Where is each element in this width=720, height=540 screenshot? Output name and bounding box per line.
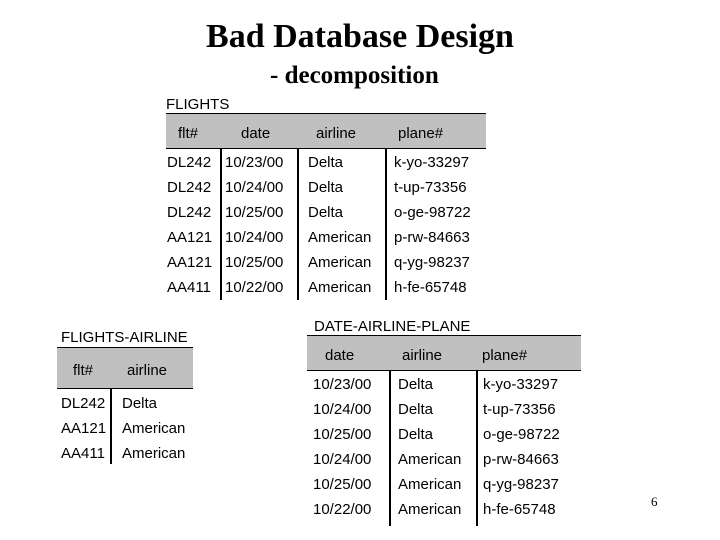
dap-row-cell: 10/25/00 <box>313 426 372 443</box>
dap-divider-1 <box>389 371 391 526</box>
flights-airline-row-cell: AA411 <box>61 445 105 462</box>
dap-row-cell: k-yo-33297 <box>483 376 559 393</box>
dap-row-cell: q-yg-98237 <box>483 476 559 493</box>
flights-airline-divider <box>110 389 112 464</box>
slide-title: Bad Database Design <box>206 18 514 55</box>
flights-row-cell: Delta <box>308 204 344 221</box>
dap-row-cell: 10/23/00 <box>313 376 372 393</box>
flights-airline-row-cell: DL242 <box>61 395 106 412</box>
flights-divider-1 <box>220 149 222 300</box>
dap-row-cell: American <box>398 476 462 493</box>
flights-airline-row-cell: American <box>122 420 186 437</box>
dap-header-date: date <box>325 347 355 364</box>
dap-row-cell: o-ge-98722 <box>483 426 560 443</box>
flights-row-cell: American <box>308 254 372 271</box>
flights-airline-header-bar <box>57 347 193 389</box>
flights-row-cell: 10/24/00 <box>225 229 284 246</box>
dap-row-cell: Delta <box>398 426 434 443</box>
flights-airline-row-cell: American <box>122 445 186 462</box>
dap-row-cell: p-rw-84663 <box>483 451 559 468</box>
dap-header-plane: plane# <box>482 347 528 364</box>
dap-row-cell: t-up-73356 <box>483 401 556 418</box>
flights-row-cell: 10/25/00 <box>225 254 284 271</box>
flights-row-cell: Delta <box>308 154 344 171</box>
flights-row-cell: k-yo-33297 <box>394 154 470 171</box>
flights-row-cell: DL242 <box>167 154 212 171</box>
dap-row-cell: 10/24/00 <box>313 451 372 468</box>
flights-header-airline: airline <box>316 125 357 142</box>
flights-divider-2 <box>297 149 299 300</box>
dap-row-cell: 10/25/00 <box>313 476 372 493</box>
slide-subtitle: - decomposition <box>270 62 439 89</box>
dap-row-cell: Delta <box>398 401 434 418</box>
dap-row-cell: h-fe-65748 <box>483 501 556 518</box>
flights-row-cell: AA121 <box>167 254 213 271</box>
flights-row-cell: 10/24/00 <box>225 179 284 196</box>
dap-row-cell: 10/22/00 <box>313 501 372 518</box>
flights-header-flt: flt# <box>178 125 199 142</box>
dap-divider-2 <box>476 371 478 526</box>
flights-row-cell: AA411 <box>167 279 211 296</box>
flights-row-cell: o-ge-98722 <box>394 204 471 221</box>
flights-airline-header-flt: flt# <box>73 362 94 379</box>
flights-row-cell: DL242 <box>167 204 212 221</box>
flights-airline-row-cell: AA121 <box>61 420 107 437</box>
flights-header-date: date <box>241 125 271 142</box>
flights-airline-caption: FLIGHTS-AIRLINE <box>61 329 188 346</box>
flights-row-cell: American <box>308 229 372 246</box>
flights-row-cell: 10/25/00 <box>225 204 284 221</box>
flights-row-cell: Delta <box>308 179 344 196</box>
flights-row-cell: h-fe-65748 <box>394 279 467 296</box>
dap-row-cell: American <box>398 451 462 468</box>
flights-row-cell: t-up-73356 <box>394 179 467 196</box>
flights-row-cell: 10/23/00 <box>225 154 284 171</box>
flights-row-cell: AA121 <box>167 229 213 246</box>
date-airline-plane-caption: DATE-AIRLINE-PLANE <box>314 318 471 335</box>
flights-header-bar <box>166 113 486 149</box>
flights-row-cell: 10/22/00 <box>225 279 284 296</box>
dap-row-cell: Delta <box>398 376 434 393</box>
flights-header-plane: plane# <box>398 125 444 142</box>
flights-airline-row-cell: Delta <box>122 395 158 412</box>
page-number: 6 <box>651 494 658 509</box>
flights-divider-3 <box>385 149 387 300</box>
dap-header-airline: airline <box>402 347 443 364</box>
flights-airline-header-airline: airline <box>127 362 168 379</box>
flights-caption: FLIGHTS <box>166 96 230 113</box>
flights-row-cell: p-rw-84663 <box>394 229 470 246</box>
dap-header-bar <box>307 335 581 371</box>
dap-row-cell: American <box>398 501 462 518</box>
flights-row-cell: American <box>308 279 372 296</box>
flights-row-cell: DL242 <box>167 179 212 196</box>
dap-row-cell: 10/24/00 <box>313 401 372 418</box>
flights-row-cell: q-yg-98237 <box>394 254 470 271</box>
